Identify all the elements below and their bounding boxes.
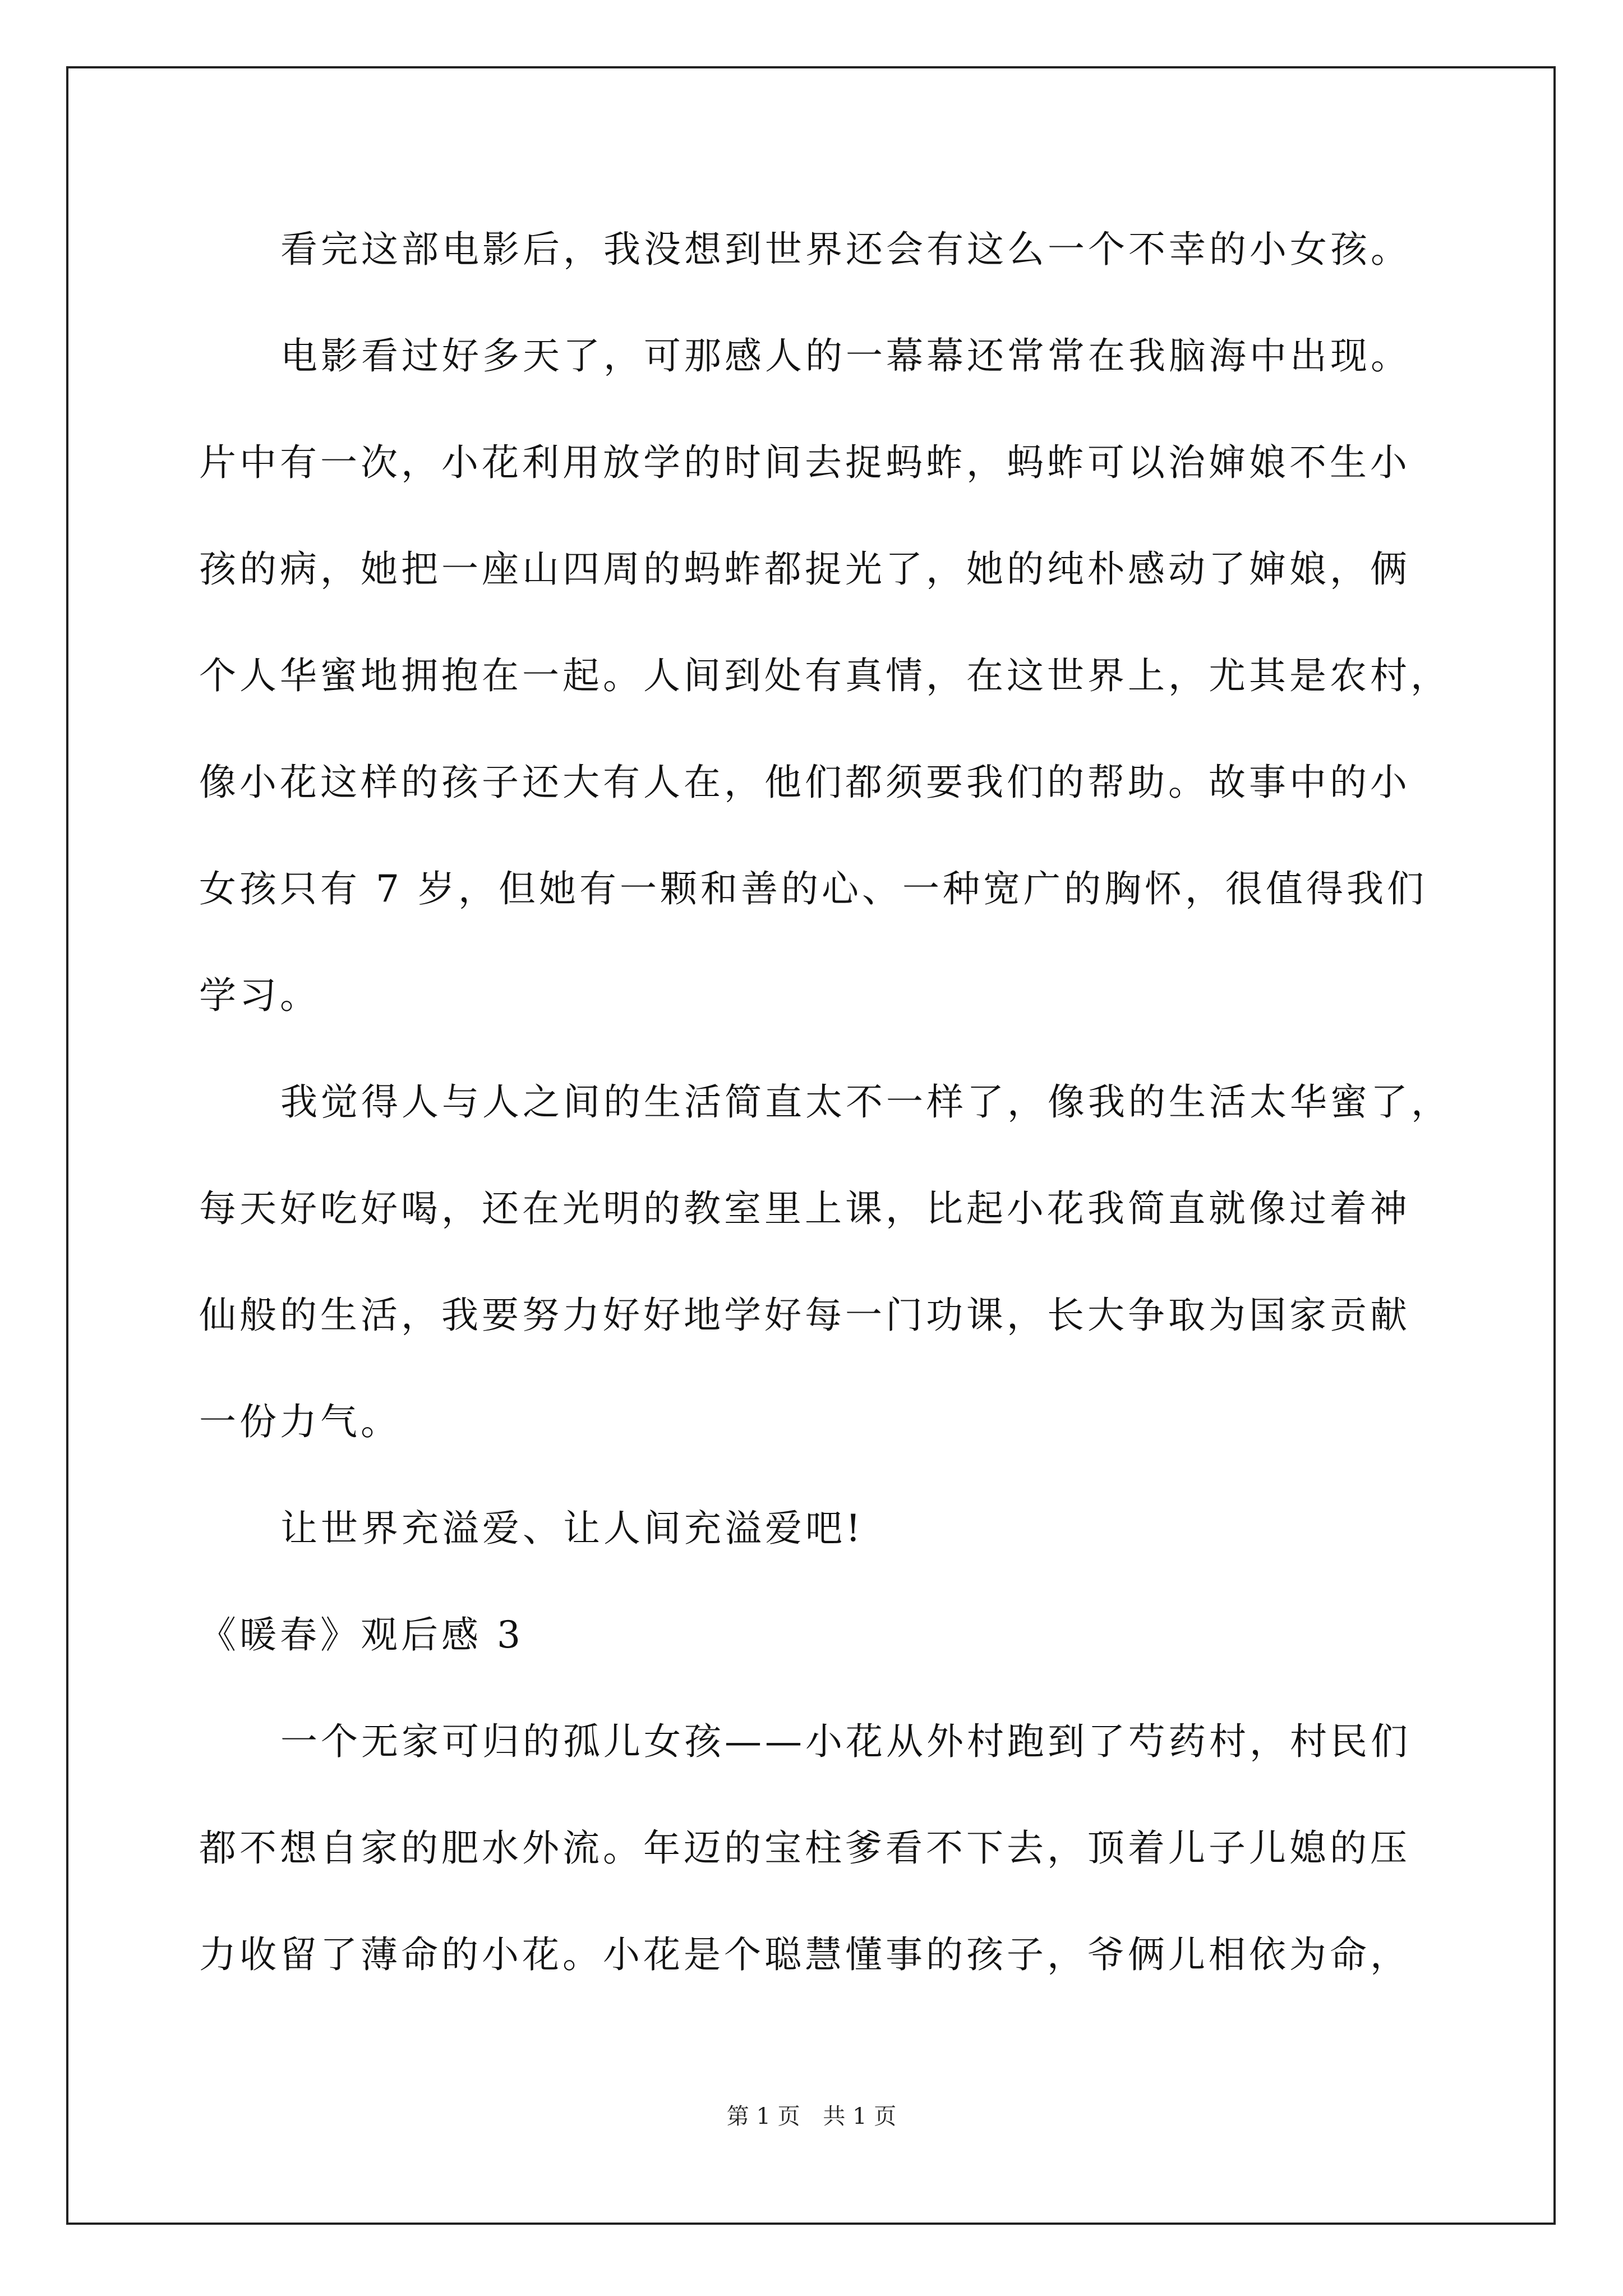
text-line: 学习。 <box>199 974 320 1017</box>
section-heading: 《暖春》观后感 3 <box>199 1613 524 1657</box>
text-line: 个人华蜜地拥抱在一起。人间到处有真情，在这世界上，尤其是农村， <box>199 654 1451 697</box>
text-line: 仙般的生活，我要努力好好地学好每一门功课，长大争取为国家贡献 <box>199 1294 1410 1337</box>
text-line: 片中有一次，小花利用放学的时间去捉蚂蚱，蚂蚱可以治婶娘不生小 <box>199 441 1410 484</box>
page-footer <box>0 2102 1623 2131</box>
text-line: 让世界充溢爱、让人间充溢爱吧! <box>280 1507 864 1550</box>
page-number: 第 1 页 <box>726 2104 800 2129</box>
page-total: 共 1 页 <box>823 2104 897 2129</box>
text-line: 看完这部电影后，我没想到世界还会有这么一个不幸的小女孩。 <box>280 228 1411 271</box>
text-line: 力收留了薄命的小花。小花是个聪慧懂事的孩子，爷俩儿相依为命， <box>199 1933 1410 1976</box>
text-line: 电影看过好多天了，可那感人的一幕幕还常常在我脑海中出现。 <box>280 334 1411 378</box>
text-line: 每天好吃好喝，还在光明的教室里上课，比起小花我简直就像过着神 <box>199 1187 1410 1230</box>
text-line: 我觉得人与人之间的生活简直太不一样了，像我的生活太华蜜了， <box>280 1080 1451 1124</box>
text-line: 一个无家可归的孤儿女孩——小花从外村跑到了芍药村，村民们 <box>280 1720 1411 1763</box>
text-line: 女孩只有 7 岁，但她有一颗和善的心、一种宽广的胸怀，很值得我们 <box>199 867 1427 910</box>
text-line: 都不想自家的肥水外流。年迈的宝柱爹看不下去，顶着儿子儿媳的压 <box>199 1826 1410 1870</box>
text-line: 孩的病，她把一座山四周的蚂蚱都捉光了，她的纯朴感动了婶娘，俩 <box>199 547 1410 591</box>
text-line: 一份力气。 <box>199 1400 401 1443</box>
page-border <box>66 66 1556 2225</box>
text-line: 像小花这样的孩子还大有人在，他们都须要我们的帮助。故事中的小 <box>199 761 1410 804</box>
